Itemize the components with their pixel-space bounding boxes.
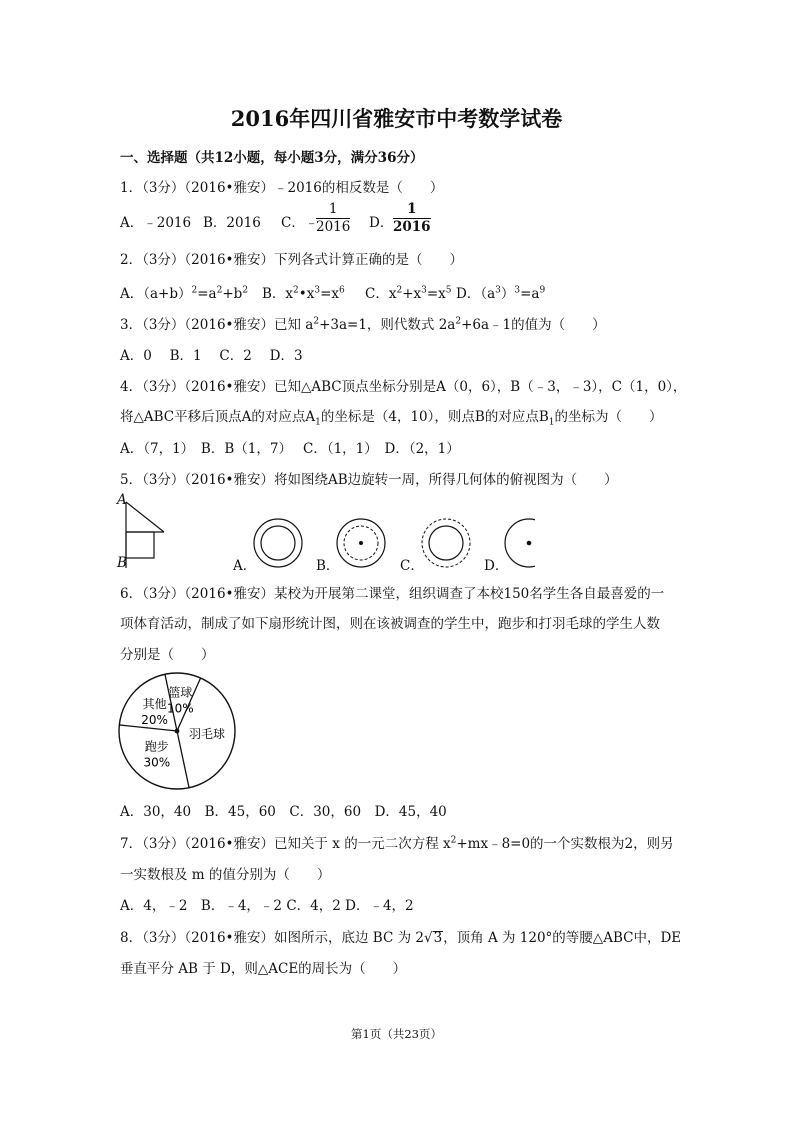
question-7-line2: 一实数根及 m 的值分别为（ ） [120, 867, 331, 883]
q1-fraction-c [316, 201, 350, 236]
option-b-circles-dot [337, 519, 385, 567]
question-3-stem: 3．（3分）（2016•雅安）已知 $a^2+3a=1$，则代数式 $2a^2+6a﹣1$的值为（ ） [120, 316, 606, 333]
fraction-denominator: 2016 [316, 219, 351, 235]
question-2-stem: 2．（3分）（2016•雅安）下列各式计算正确的是（ ） [120, 252, 463, 268]
pie-slice-percent: 10% [166, 701, 194, 716]
question-4-options: A．（7，1） B．B（1，7） C．（1，1） D．（2，1） [120, 441, 460, 457]
question-1-stem: 1．（3分）（2016•雅安）﹣2016的相反数是（ ） [120, 180, 444, 196]
question-7-line1: 7．（3分）（2016•雅安）已知关于 x 的一元二次方程 $x^2+mx﹣8=0$的一个实数根为2，则另 [120, 835, 674, 852]
question-6-line3: 分别是（ ） [120, 647, 215, 663]
pie-center [175, 729, 180, 734]
q1-option-c: C．﹣ [281, 215, 319, 231]
fraction-denominator: 2016 [393, 219, 431, 235]
option-d-circle-dot [505, 519, 535, 567]
triangle-square-figure [126, 502, 164, 568]
q5-option-b: B． [316, 558, 340, 574]
section-heading: 一、选择题（共12小题，每小题3分，满分36分） [120, 150, 424, 166]
question-4-line2: 将△ABC平移后顶点A的对应点$A_1$的坐标是（4，10），则点B的对应点$B_1$的坐标为（ ） [120, 409, 663, 428]
page-title: 2016年四川省雅安市中考数学试卷 [230, 106, 563, 131]
q5-option-a: A． [233, 558, 257, 574]
question-3-options: A．0 B．1 C．2 D．3 [120, 348, 303, 364]
question-7-options: A．4，﹣2 B．﹣4，﹣2 C．4，2 D．﹣4，2 [120, 898, 414, 914]
question-8-line1: 8．（3分）（2016•雅安）如图所示，底边 BC 为 2√3，顶角 A 为 120°的等腰△ABC中，DE [120, 930, 682, 946]
fraction-numerator: 1 [316, 201, 350, 219]
fraction-numerator: 1 [393, 201, 431, 219]
q1-fraction-d [393, 201, 431, 236]
sqrt-radicand: 3 [433, 930, 443, 946]
pie-slice-label: 羽毛球 [188, 727, 226, 742]
figure-label-a: A [117, 492, 127, 508]
option-a-two-circles [254, 519, 302, 567]
figure-label-b: B [117, 555, 127, 571]
option-c-dashed-outer [422, 519, 470, 567]
q2-option-c: C．$x^2+x^3=x^5$ [365, 285, 452, 302]
pie-slice-label: 跑步 [144, 739, 169, 754]
q5-option-c: C． [400, 558, 424, 574]
q5-option-d: D． [484, 558, 509, 574]
pie-slice-boundary [177, 731, 189, 788]
pie-slice-percent: 20% [141, 712, 168, 727]
question-6-line2: 项体育活动，制成了如下扇形统计图，则在该被调查的学生中，跑步和打羽毛球的学生人数 [120, 616, 660, 632]
q2-option-b: B．$x^2•x^3=x^6$ [262, 285, 345, 302]
pie-chart [115, 670, 245, 792]
page-footer: 第1页（共23页） [351, 1027, 442, 1041]
pie-slice-label: 篮球 [168, 685, 193, 700]
q1-option-a: A．﹣2016 [120, 215, 192, 231]
q1-option-b: B．2016 [203, 215, 261, 231]
q2-option-d: D．$(a^3)^3=a^9$ [456, 285, 546, 302]
question-5-stem: 5．（3分）（2016•雅安）将如图绕AB边旋转一周，所得几何体的俯视图为（ ） [120, 472, 618, 488]
question-6-line1: 6．（3分）（2016•雅安）某校为开展第二课堂，组织调查了本校150名学生各自最喜爱的一 [120, 586, 665, 602]
pie-slice-label: 其他 [142, 696, 167, 711]
q2-option-a: A．$(a+b)^2=a^2+b^2$ [120, 285, 249, 302]
q1-option-d: D． [369, 215, 394, 231]
question-6-options: A．30，40 B．45，60 C．30，60 D．45，40 [120, 804, 447, 820]
question-8-line2: 垂直平分 AB 于 D，则△ACE的周长为（ ） [120, 961, 407, 977]
question-4-line1: 4．（3分）（2016•雅安）已知△ABC顶点坐标分别是A（0，6），B（﹣3，﹣3），C（1，0）， [120, 379, 687, 395]
pie-slice-percent: 30% [143, 755, 171, 770]
